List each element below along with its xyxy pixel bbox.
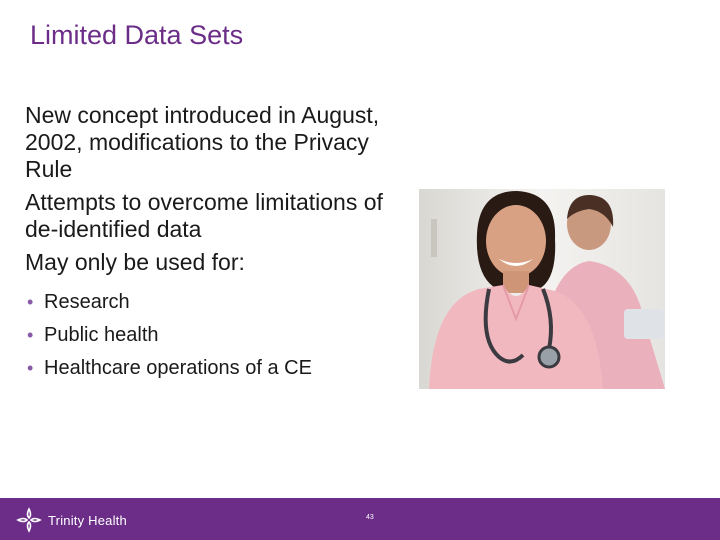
bullet-list (25, 286, 385, 385)
bullet-item (25, 319, 385, 352)
paragraph-2: Attempts to overcome limitations of de-identified data (25, 189, 383, 242)
paragraph-3: May only be used for: (25, 249, 245, 275)
slide-body (25, 102, 385, 385)
bullet-dot-icon: • (27, 325, 34, 345)
page-number: 43 (366, 514, 374, 521)
bullet-dot-icon: • (27, 292, 34, 312)
logo-text: Trinity Health (48, 512, 127, 528)
bullet-text: Public health (44, 324, 159, 346)
bullet-item (25, 352, 385, 385)
bullet-text: Research (44, 291, 130, 313)
bullet-item (25, 286, 385, 319)
bullet-dot-icon: • (27, 358, 34, 378)
slide-title: Limited Data Sets (30, 20, 244, 50)
bullet-text: Healthcare operations of a CE (44, 357, 312, 379)
footer-bar (0, 498, 720, 540)
trinity-health-cross-icon (16, 507, 42, 533)
trinity-health-logo (16, 506, 127, 534)
nurse-photo (419, 189, 665, 389)
paragraph-1: New concept introduced in August, 2002, modifications to the Privacy Rule (25, 102, 380, 182)
